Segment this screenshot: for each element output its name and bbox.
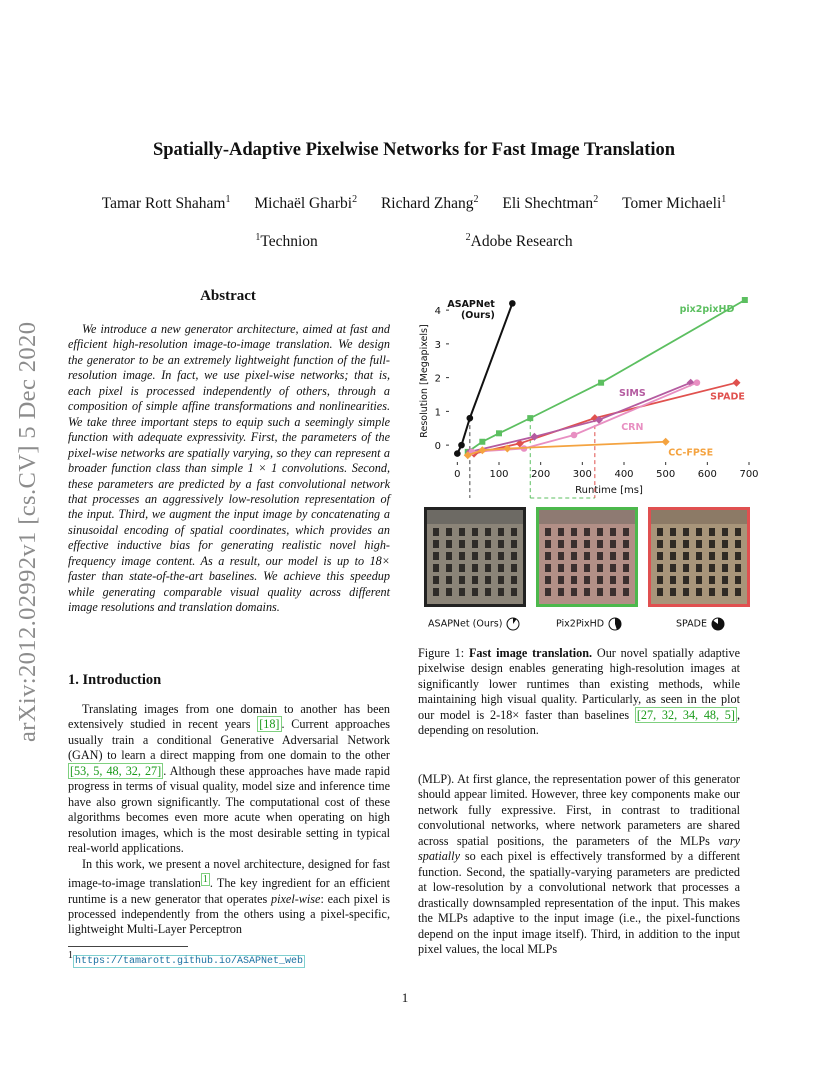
data-point: [571, 432, 578, 439]
window-shape: [683, 552, 689, 560]
window-shape: [433, 540, 439, 548]
window-shape: [735, 564, 741, 572]
series-line: [468, 442, 666, 456]
thumbnail-spade: [648, 507, 750, 607]
window-shape: [472, 528, 478, 536]
window-shape: [433, 588, 439, 596]
citation-link[interactable]: [18]: [259, 717, 280, 732]
window-shape: [709, 552, 715, 560]
window-shape: [696, 576, 702, 584]
series-label: (Ours): [460, 309, 495, 321]
x-tick-label: 600: [697, 469, 717, 480]
page-number: 1: [401, 990, 409, 1005]
building-image: [651, 510, 747, 604]
data-point: [598, 380, 604, 386]
data-point: [509, 300, 516, 307]
series-label: pix2pixHD: [679, 303, 735, 315]
affiliation: $^1$Technion: [255, 232, 318, 251]
window-shape: [433, 528, 439, 536]
paper-title: Spatially-Adaptive Pixelwise Networks for Fast Image Translation: [152, 140, 676, 160]
window-shape: [610, 576, 616, 584]
data-point: [467, 415, 474, 422]
x-tick-label: 300: [572, 469, 592, 480]
window-shape: [623, 528, 629, 536]
window-shape: [597, 528, 603, 536]
window-shape: [597, 552, 603, 560]
data-point: [694, 379, 701, 386]
window-shape: [446, 540, 452, 548]
window-shape: [511, 552, 517, 560]
window-shape: [657, 564, 663, 572]
building-image: [427, 510, 523, 604]
y-tick-label: 4: [434, 306, 441, 318]
window-shape: [558, 588, 564, 596]
window-shape: [498, 528, 504, 536]
window-shape: [459, 528, 465, 536]
series-label: CRN: [621, 421, 644, 433]
data-point: [454, 450, 461, 457]
footnote-divider: [68, 946, 188, 947]
window-shape: [683, 576, 689, 584]
chart-svg: [415, 292, 759, 504]
window-shape: [485, 552, 491, 560]
window-shape: [558, 564, 564, 572]
window-shape: [722, 528, 728, 536]
footnote-link[interactable]: 1: [202, 873, 208, 885]
window-shape: [485, 564, 491, 572]
abstract-text: We introduce a new generator architecture, aimed at fast and efficient high-resolution image-to-image translation. We design the generator to be an extremely lightweight function of the full-resolution image. In fact, we use pixel-wise networks; that is, each pixel is processed independently of others, through a composition of simple affine transformations and nonlinearities. We take three important steps to equip such a seemingly simple function with adequate expressivity. First, the parameters of the pixel-wise networks are spatially varying, so they can represent a broader function class than simple 1 × 1 convolutions. Second, these parameters are predicted by a fast convolutional network that processes an aggressively low-resolution representation of the input. Third, we augment the input image by concatenating a sinusoidal encoding of spatial coordinates, which provides an effective inductive bias for generating realistic novel high-frequency image content. As a result, our model is up to 18× faster than state-of-the-art baselines. We achieve this speedup while generating comparable visual quality across different image resolutions and translation domains.: [68, 322, 390, 615]
series-label: CC-FPSE: [668, 447, 714, 459]
window-shape: [446, 528, 452, 536]
window-shape: [670, 552, 676, 560]
window-shape: [735, 528, 741, 536]
window-shape: [545, 528, 551, 536]
author-list: [0, 194, 828, 213]
window-shape: [670, 576, 676, 584]
window-shape: [722, 588, 728, 596]
window-shape: [545, 588, 551, 596]
window-shape: [511, 540, 517, 548]
window-shape: [584, 552, 590, 560]
window-shape: [571, 564, 577, 572]
window-shape: [584, 588, 590, 596]
window-shape: [657, 540, 663, 548]
window-shape: [498, 564, 504, 572]
data-point: [496, 430, 502, 436]
window-shape: [558, 552, 564, 560]
citation-link[interactable]: [27, 32, 34, 48, 5]: [636, 707, 735, 722]
window-shape: [735, 540, 741, 548]
author: Tamar Rott Shaham$^1$: [101, 194, 231, 213]
thumbnail-asapnet: [424, 507, 526, 607]
window-shape: [735, 576, 741, 584]
series-label: SIMS: [618, 388, 646, 400]
window-shape: [545, 564, 551, 572]
window-shape: [511, 564, 517, 572]
footnote-url-link[interactable]: https://tamarott.github.io/ASAPNet_web: [75, 955, 304, 967]
window-shape: [657, 588, 663, 596]
window-shape: [571, 576, 577, 584]
window-shape: [446, 576, 452, 584]
window-shape: [597, 540, 603, 548]
x-tick-label: 200: [531, 469, 551, 480]
window-shape: [683, 540, 689, 548]
y-tick-label: 2: [434, 373, 441, 385]
window-shape: [597, 564, 603, 572]
clock-icon: [608, 617, 622, 631]
window-shape: [735, 552, 741, 560]
introduction-text: [68, 702, 390, 938]
thumbnail-pix2pixhd: [536, 507, 638, 607]
window-shape: [709, 540, 715, 548]
window-shape: [433, 564, 439, 572]
window-shape: [696, 540, 702, 548]
window-shape: [657, 528, 663, 536]
window-shape: [485, 576, 491, 584]
window-shape: [571, 540, 577, 548]
window-shape: [472, 540, 478, 548]
thumbnail-label-asapnet: ASAPNet (Ours): [428, 617, 520, 631]
window-shape: [472, 564, 478, 572]
y-tick-label: 3: [434, 339, 441, 351]
y-axis-label: Resolution [Megapixels]: [419, 324, 430, 438]
window-shape: [459, 576, 465, 584]
window-shape: [433, 576, 439, 584]
data-point: [662, 438, 670, 446]
x-tick-label: 700: [739, 469, 759, 480]
abstract-heading: Abstract: [200, 288, 256, 304]
data-point: [458, 442, 465, 449]
window-shape: [709, 576, 715, 584]
window-shape: [597, 588, 603, 596]
thumbnail-label-pix2pixhd: Pix2PixHD: [556, 617, 622, 631]
x-tick-label: 400: [614, 469, 634, 480]
window-shape: [722, 564, 728, 572]
window-shape: [610, 588, 616, 596]
window-shape: [459, 552, 465, 560]
x-axis-label: Runtime [ms]: [575, 485, 643, 496]
author: Eli Shechtman$^2$: [502, 194, 599, 213]
window-shape: [696, 528, 702, 536]
y-tick-label: 0: [434, 441, 441, 453]
window-shape: [558, 528, 564, 536]
window-shape: [459, 564, 465, 572]
window-shape: [472, 588, 478, 596]
arxiv-identifier: [10, 290, 50, 740]
window-shape: [610, 528, 616, 536]
paragraph: Translating images from one domain to another has been extensively studied in recent years [18] . Current approaches usually train a conditional Generative Adversarial Network (GAN) to learn a direct mapping from one domain to the other [53, 5, 48, 32, 27] . Although these approaches have made rapid progress in terms of visual quality, model size and inference time have also grown significantly. The computational cost of these algorithms becomes even more acute when operating on high resolution images, which is the most desirable setting in typical real-world applications.: [68, 702, 390, 856]
window-shape: [472, 552, 478, 560]
window-shape: [498, 576, 504, 584]
window-shape: [683, 564, 689, 572]
window-shape: [670, 540, 676, 548]
window-shape: [670, 528, 676, 536]
window-shape: [584, 528, 590, 536]
y-tick-label: 1: [434, 407, 441, 419]
window-shape: [485, 528, 491, 536]
paragraph: In this work, we present a novel architecture, designed for fast image-to-image translation $^1$ . The key ingredient for an efficient runtime is a new generator that operates pixel-wise: each pixel is processed independently from the others using a pixel-specific, lightweight Multi-Layer Perceptron: [68, 856, 390, 937]
figure-caption: Figure 1: Fast image translation. Our novel spatially adaptive pixelwise design enables generating high-resolution images at significantly lower runtimes than existing methods, while maintaining high visual quality. Particularly, as seen in the plot our model is 2-18× faster than baselines [27, 32, 34, 48, 5] , depending on resolution.: [418, 646, 741, 738]
window-shape: [696, 552, 702, 560]
window-shape: [571, 528, 577, 536]
window-shape: [472, 576, 478, 584]
window-shape: [485, 588, 491, 596]
building-image: [539, 510, 635, 604]
window-shape: [584, 564, 590, 572]
citation-link[interactable]: [53, 5, 48, 32, 27]: [70, 763, 162, 778]
window-shape: [584, 540, 590, 548]
window-shape: [610, 564, 616, 572]
window-shape: [623, 576, 629, 584]
window-shape: [511, 528, 517, 536]
window-shape: [623, 588, 629, 596]
window-shape: [722, 576, 728, 584]
data-point: [527, 415, 533, 421]
window-shape: [433, 552, 439, 560]
window-shape: [610, 552, 616, 560]
window-shape: [623, 540, 629, 548]
window-shape: [571, 552, 577, 560]
window-shape: [511, 588, 517, 596]
body-text-right-column: (MLP). At first glance, the representation power of this generator should appear limited. However, three key components make our network fully expressive. First, in contrast to traditional convolutional networks, where network parameters are shared across spatial positions, the parameters of the MLPs vary spatially so each pixel is effectively transformed by a different function. Second, the spatially-varying parameters are predicted at low-resolution by a convolutional network that processes a drastically downsampled representation of the input. This makes the MLPs adaptive to the input image (i.e., the pixel-functions depend on the input image itself). Third, in addition to the input pixel values, the local MLPs: [418, 772, 740, 956]
window-shape: [657, 576, 663, 584]
window-shape: [623, 552, 629, 560]
window-shape: [623, 564, 629, 572]
window-shape: [709, 564, 715, 572]
series-line: [468, 300, 745, 452]
data-point: [479, 439, 485, 445]
arxiv-identifier-text: arXiv:2012.02992v1 [cs.CV] 5 Dec 2020: [14, 321, 41, 742]
window-shape: [545, 540, 551, 548]
window-shape: [545, 552, 551, 560]
window-shape: [446, 552, 452, 560]
affiliation-list: [0, 232, 828, 251]
data-point: [742, 297, 748, 303]
x-tick-label: 0: [454, 469, 461, 480]
series-label: ASAPNet: [447, 298, 495, 310]
window-shape: [709, 588, 715, 596]
runtime-resolution-chart: [415, 292, 759, 504]
window-shape: [558, 576, 564, 584]
window-shape: [571, 588, 577, 596]
window-shape: [498, 588, 504, 596]
clock-icon: [506, 617, 520, 631]
x-tick-label: 500: [656, 469, 676, 480]
window-shape: [722, 552, 728, 560]
window-shape: [446, 588, 452, 596]
window-shape: [610, 540, 616, 548]
window-shape: [459, 540, 465, 548]
window-shape: [498, 540, 504, 548]
window-shape: [683, 588, 689, 596]
window-shape: [696, 588, 702, 596]
window-shape: [683, 528, 689, 536]
window-shape: [722, 540, 728, 548]
author: Tomer Michaeli$^1$: [622, 194, 727, 213]
window-shape: [459, 588, 465, 596]
author: Richard Zhang$^2$: [380, 194, 479, 213]
thumbnail-label-spade: SPADE: [676, 617, 725, 631]
window-shape: [498, 552, 504, 560]
window-shape: [545, 576, 551, 584]
window-shape: [558, 540, 564, 548]
window-shape: [485, 540, 491, 548]
data-point: [733, 379, 741, 387]
window-shape: [670, 588, 676, 596]
section-heading-introduction: 1. Introduction: [68, 672, 162, 688]
x-tick-label: 100: [489, 469, 509, 480]
window-shape: [657, 552, 663, 560]
affiliation: $^2$Adobe Research: [465, 232, 573, 251]
window-shape: [735, 588, 741, 596]
window-shape: [696, 564, 702, 572]
window-shape: [446, 564, 452, 572]
window-shape: [709, 528, 715, 536]
window-shape: [511, 576, 517, 584]
footnote: $^1$ https://tamarott.github.io/ASAPNet_web: [68, 950, 304, 967]
author: Michaël Gharbi$^2$: [254, 194, 358, 213]
series-label: SPADE: [710, 391, 745, 403]
clock-icon: [711, 617, 725, 631]
window-shape: [670, 564, 676, 572]
window-shape: [584, 576, 590, 584]
window-shape: [597, 576, 603, 584]
